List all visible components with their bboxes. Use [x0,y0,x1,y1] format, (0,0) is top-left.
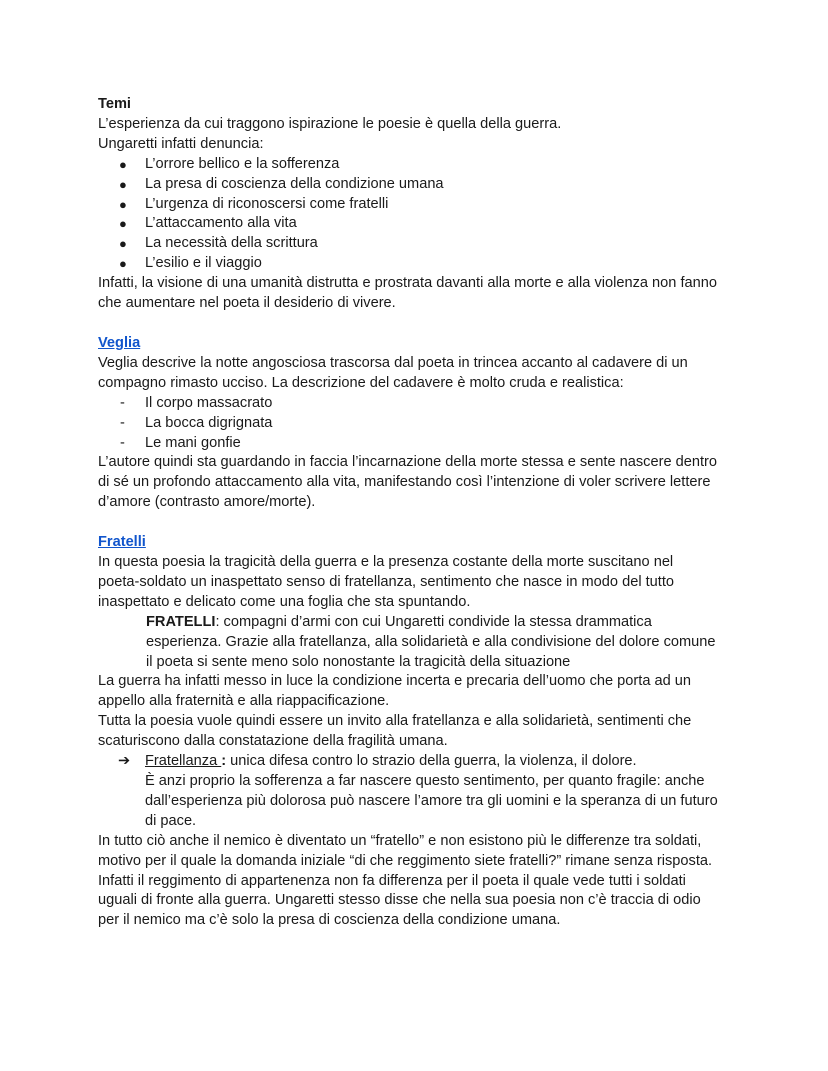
list-item [98,234,768,254]
list-item-continuation: di pace. [145,812,197,829]
paragraph-line: In questa poesia la tragicità della guerra e la presenza costante della morte suscitano nel [98,554,674,571]
paragraph-line: scaturiscono dalla constatazione della fragilità umana. [98,733,448,750]
paragraph-line: Veglia descrive la notte angosciosa trascorsa dal poeta in trincea accanto al cadavere di un [98,354,688,371]
list-item [98,175,768,195]
dash-icon: - [120,434,125,451]
list-item-text: La presa di coscienza della condizione umana [145,175,444,192]
bullet-icon: ● [119,216,127,232]
definition-line: esperienza. Grazie alla fratellanza, alla solidarietà e alla condivisione del dolore comune [146,633,716,650]
bullet-icon: ● [119,156,127,172]
section-title-fratelli-link[interactable]: Fratelli [98,534,146,551]
list-item [98,254,768,274]
section-temi [98,95,768,314]
list-item-text: unica difesa contro lo strazio della guerra, la violenza, il dolore. [226,753,637,770]
list-item [98,195,768,215]
list-item [98,414,768,434]
paragraph-line: per il nemico ma c’è solo la presa di coscienza della condizione umana. [98,912,561,929]
section-title-veglia-link[interactable]: Veglia [98,334,141,351]
paragraph-line: Infatti, la visione di una umanità distrutta e prostrata davanti alla morte e alla violenza non fanno [98,275,717,292]
section-title-temi: Temi [98,96,131,112]
fratelli-arrow-list [98,752,768,832]
bullet-icon: ● [119,256,127,272]
definition-text: : compagni d’armi con cui Ungaretti condivide la stessa drammatica [215,613,652,630]
definition-block [98,613,768,673]
paragraph-line: Tutta la poesia vuole quindi essere un invito alla fratellanza e alla solidarietà, sentimenti che [98,713,692,730]
paragraph-line: Infatti il reggimento di appartenenza non fa differenza per il poeta il quale vede tutti i soldati [98,872,686,889]
list-item-text: L’urgenza di riconoscersi come fratelli [145,195,389,212]
list-item-text: Le mani gonfie [145,434,241,451]
list-item-continuation: È anzi proprio la sofferenza a far nascere questo sentimento, per quanto fragile: anche [145,773,705,789]
section-veglia [98,334,768,513]
arrow-icon: ➔ [118,753,131,770]
definition-term: FRATELLI [146,613,216,630]
section-fratelli [98,533,768,931]
list-item-continuation: dall’esperienza più dolorosa può nascere l’amore tra gli uomini e la speranza di un futuro [145,792,718,809]
spacer [98,513,768,533]
list-item-text: L’attaccamento alla vita [145,215,297,232]
bullet-icon: ● [119,196,127,212]
list-item-text: L’orrore bellico e la sofferenza [145,155,340,172]
definition-line [146,613,768,633]
list-item [98,214,768,234]
fratellanza-term: Fratellanza [145,753,222,770]
list-item [98,752,768,832]
paragraph-line: di sé un profondo attaccamento alla vita, manifestando così l’intenzione di voler scrivere lettere [98,474,711,491]
term-colon: : [221,753,227,770]
paragraph-line: appello alla fraternità e alla riappacificazione. [98,693,390,710]
definition-line: il poeta si sente meno solo nonostante la tragicità della situazione [146,653,571,670]
list-item-text: La bocca digrignata [145,414,273,431]
list-item [98,155,768,175]
bullet-icon: ● [119,176,127,192]
veglia-dash-list [98,394,768,454]
dash-icon: - [120,414,125,431]
paragraph-line: motivo per il quale la domanda iniziale “di che reggimento siete fratelli?” rimane senza risposta. [98,852,713,869]
paragraph-line: poeta-soldato un inaspettato senso di fratellanza, sentimento che nasce in modo del tutto [98,573,675,590]
list-item-text: L’esilio e il viaggio [145,255,262,272]
paragraph-line: compagno rimasto ucciso. La descrizione del cadavere è molto cruda e realistica: [98,374,624,391]
list-item [98,434,768,454]
bullet-icon: ● [119,236,127,252]
spacer [98,314,768,334]
paragraph-line: inaspettato e delicato come una foglia che sta spuntando. [98,593,471,610]
paragraph-line: In tutto ciò anche il nemico è diventato un “fratello” e non esistono più le differenze tra soldati, [98,832,702,849]
paragraph-line: d’amore (contrasto amore/morte). [98,494,316,511]
paragraph-line: L’esperienza da cui traggono ispirazione le poesie è quella della guerra. [98,115,562,132]
paragraph-line: che aumentare nel poeta il desiderio di vivere. [98,295,396,312]
list-item [98,394,768,414]
paragraph-line: La guerra ha infatti messo in luce la condizione incerta e precaria dell’uomo che porta ad un [98,673,692,690]
temi-bullet-list [98,155,768,274]
list-item-text: La necessità della scrittura [145,235,318,252]
list-item-text: Il corpo massacrato [145,394,273,411]
dash-icon: - [120,394,125,411]
paragraph-line: uguali di fronte alla guerra. Ungaretti stesso disse che nella sua poesia non c’è traccia di odio [98,892,701,909]
paragraph-line: Ungaretti infatti denuncia: [98,135,264,152]
paragraph-line: L’autore quindi sta guardando in faccia l’incarnazione della morte stessa e sente nascere dentro [98,454,718,471]
